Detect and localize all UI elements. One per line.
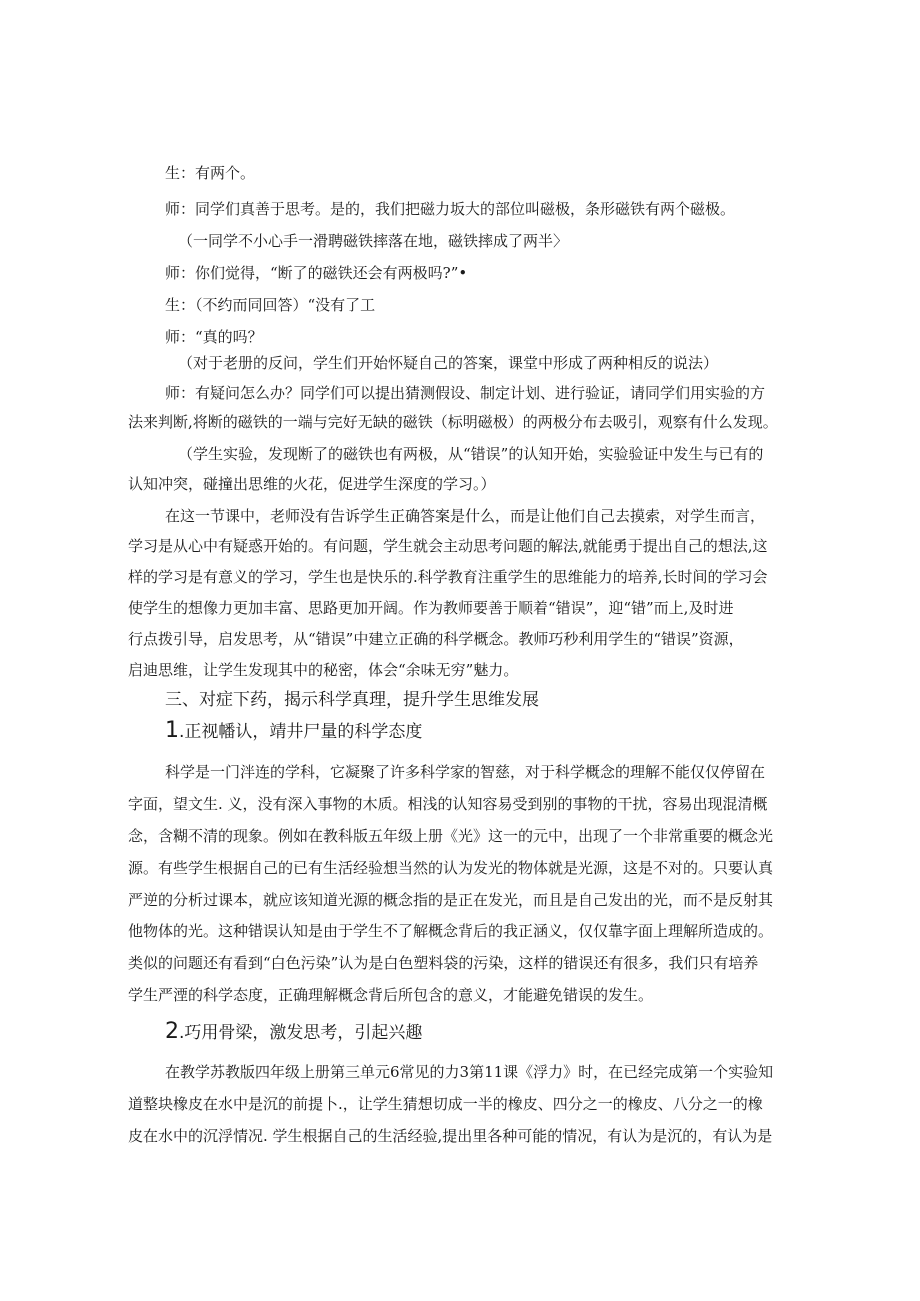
subheading-number: 1 — [165, 718, 179, 743]
dialogue-line: 师：“真的吗？ — [165, 328, 263, 346]
section-heading: 三、对症下药，揭示科学真理，提升学生思维发展 — [165, 690, 539, 710]
paragraph-line: 他物体的光。这种错误认知是由于学生不了解概念背后的我正涵义，仅仅靠字面上理解所造成的。 — [128, 922, 774, 940]
paragraph-line: 严逆的分析过课本，就应该知道光源的概念指的是正在发光，而且是自己发出的光，而不是反射其 — [128, 891, 774, 909]
dialogue-line: （一同学不小心手一滑聘磁铁摔落在地，磁铁摔成了两半〉 — [178, 232, 569, 250]
paragraph-line: 念，含糊不清的现象。例如在教科版五年级上册《光》这一的元中，出现了一个非常重要的概念光 — [128, 827, 774, 845]
paragraph-line: 在这一节课中，老师没有告诉学生正确答案是什么，而是让他们自己去摸索，对学生而言， — [165, 507, 766, 525]
subheading-text: .巧用骨梁，激发思考，引起兴趣 — [179, 1023, 423, 1043]
subheading-text: .正视幡认，靖井尸量的科学态度 — [179, 722, 423, 742]
paragraph-line: 在教学苏教版四年级上册第三单元6常见的力3第11课《浮力》时，在已经完成第一个实验知 — [165, 1063, 774, 1081]
paragraph-line: 认知冲突，碰撞出思维的火花，促进学生深度的学习。） — [128, 475, 496, 493]
paragraph-line: 学生严湮的科学态度，正确理解概念背后所包含的意义，才能避免错误的发生。 — [128, 986, 654, 1004]
paragraph-line: 法来判断,将断的磁铁的一端与完好无缺的磁铁（标明磁极）的两极分布去吸引，观察有什么发现。 — [128, 413, 778, 431]
paragraph-line: 皮在水中的沉浮情况. 学生根据自己的生活经验,提出里各种可能的情况，有认为是沉的，有认为是 — [128, 1127, 773, 1145]
subheading-2 — [165, 1021, 422, 1044]
paragraph-line: 道整块橡皮在水中是沉的前提卜.，让学生猜想切成一半的橡皮、四分之一的橡皮、八分之一的橡 — [128, 1095, 763, 1113]
paragraph-line: （学生实验，发现断了的磁铁也有两极，从“错误”的认知开始，实验验证中发生与已有的 — [178, 445, 764, 463]
paragraph-line: 行点拨引导，启发思考，从“错误”中建立正确的科学概念。教师巧秒利用学生的“错误”资源， — [128, 630, 744, 648]
paragraph-line: 师：有疑问怎么办？同学们可以提出猜测假设、制定计划、进行验证，请同学们用实验的方 — [165, 384, 766, 402]
dialogue-line: 生：（不约而同回答）“没有了工 — [165, 296, 376, 314]
subheading-number: 2 — [165, 1019, 179, 1044]
paragraph-line: 类似的问题还有看到“白色污染”认为是白色塑料袋的污染，这样的错误还有很多，我们只有培养 — [128, 954, 759, 972]
paragraph-line: 科学是一门泮连的学科，它凝聚了许多科学家的智慈，对于科学概念的理解不能仅仅停留在 — [165, 763, 766, 781]
paragraph-line: 启迪思维，让学生发现其中的秘密，体会“余味无穷”魅力。 — [128, 661, 519, 679]
dialogue-line: （对于老册的反问，学生们开始怀疑自己的答案，课堂中形成了两种相反的说法） — [178, 354, 719, 372]
dialogue-line: 师：同学们真善于思考。是的，我们把磁力坂大的部位叫磁极，条形磁铁有两个磁极。 — [165, 200, 736, 218]
paragraph-line: 学习是从心中有疑惑开始的。有问题，学生就会主动思考问题的解法,就能勇于提出自己的想法,这 — [128, 537, 768, 555]
paragraph-line: 字面，望文生. 义，没有深入事物的木质。相浅的认知容易受到别的事物的干扰，容易出现混清概 — [128, 795, 768, 813]
subheading-1 — [165, 720, 422, 743]
paragraph-line: 使学生的想像力更加丰富、思路更加开阔。作为教师要善于顺着“错误”，迎“错”而上,及时进 — [128, 599, 734, 617]
dialogue-line: 师：你们觉得，“断了的磁铁还会有两极吗?”• — [165, 264, 468, 282]
paragraph-line: 样的学习是有意义的学习，学生也是快乐的.科学教育注重学生的思维能力的培养,长时间的学习会 — [128, 568, 768, 586]
paragraph-line: 源。有些学生根据自己的已有生活经验想当然的认为发光的物体就是光源，这是不对的。只要认真 — [128, 859, 774, 877]
dialogue-line: 生：有两个。 — [165, 164, 256, 182]
